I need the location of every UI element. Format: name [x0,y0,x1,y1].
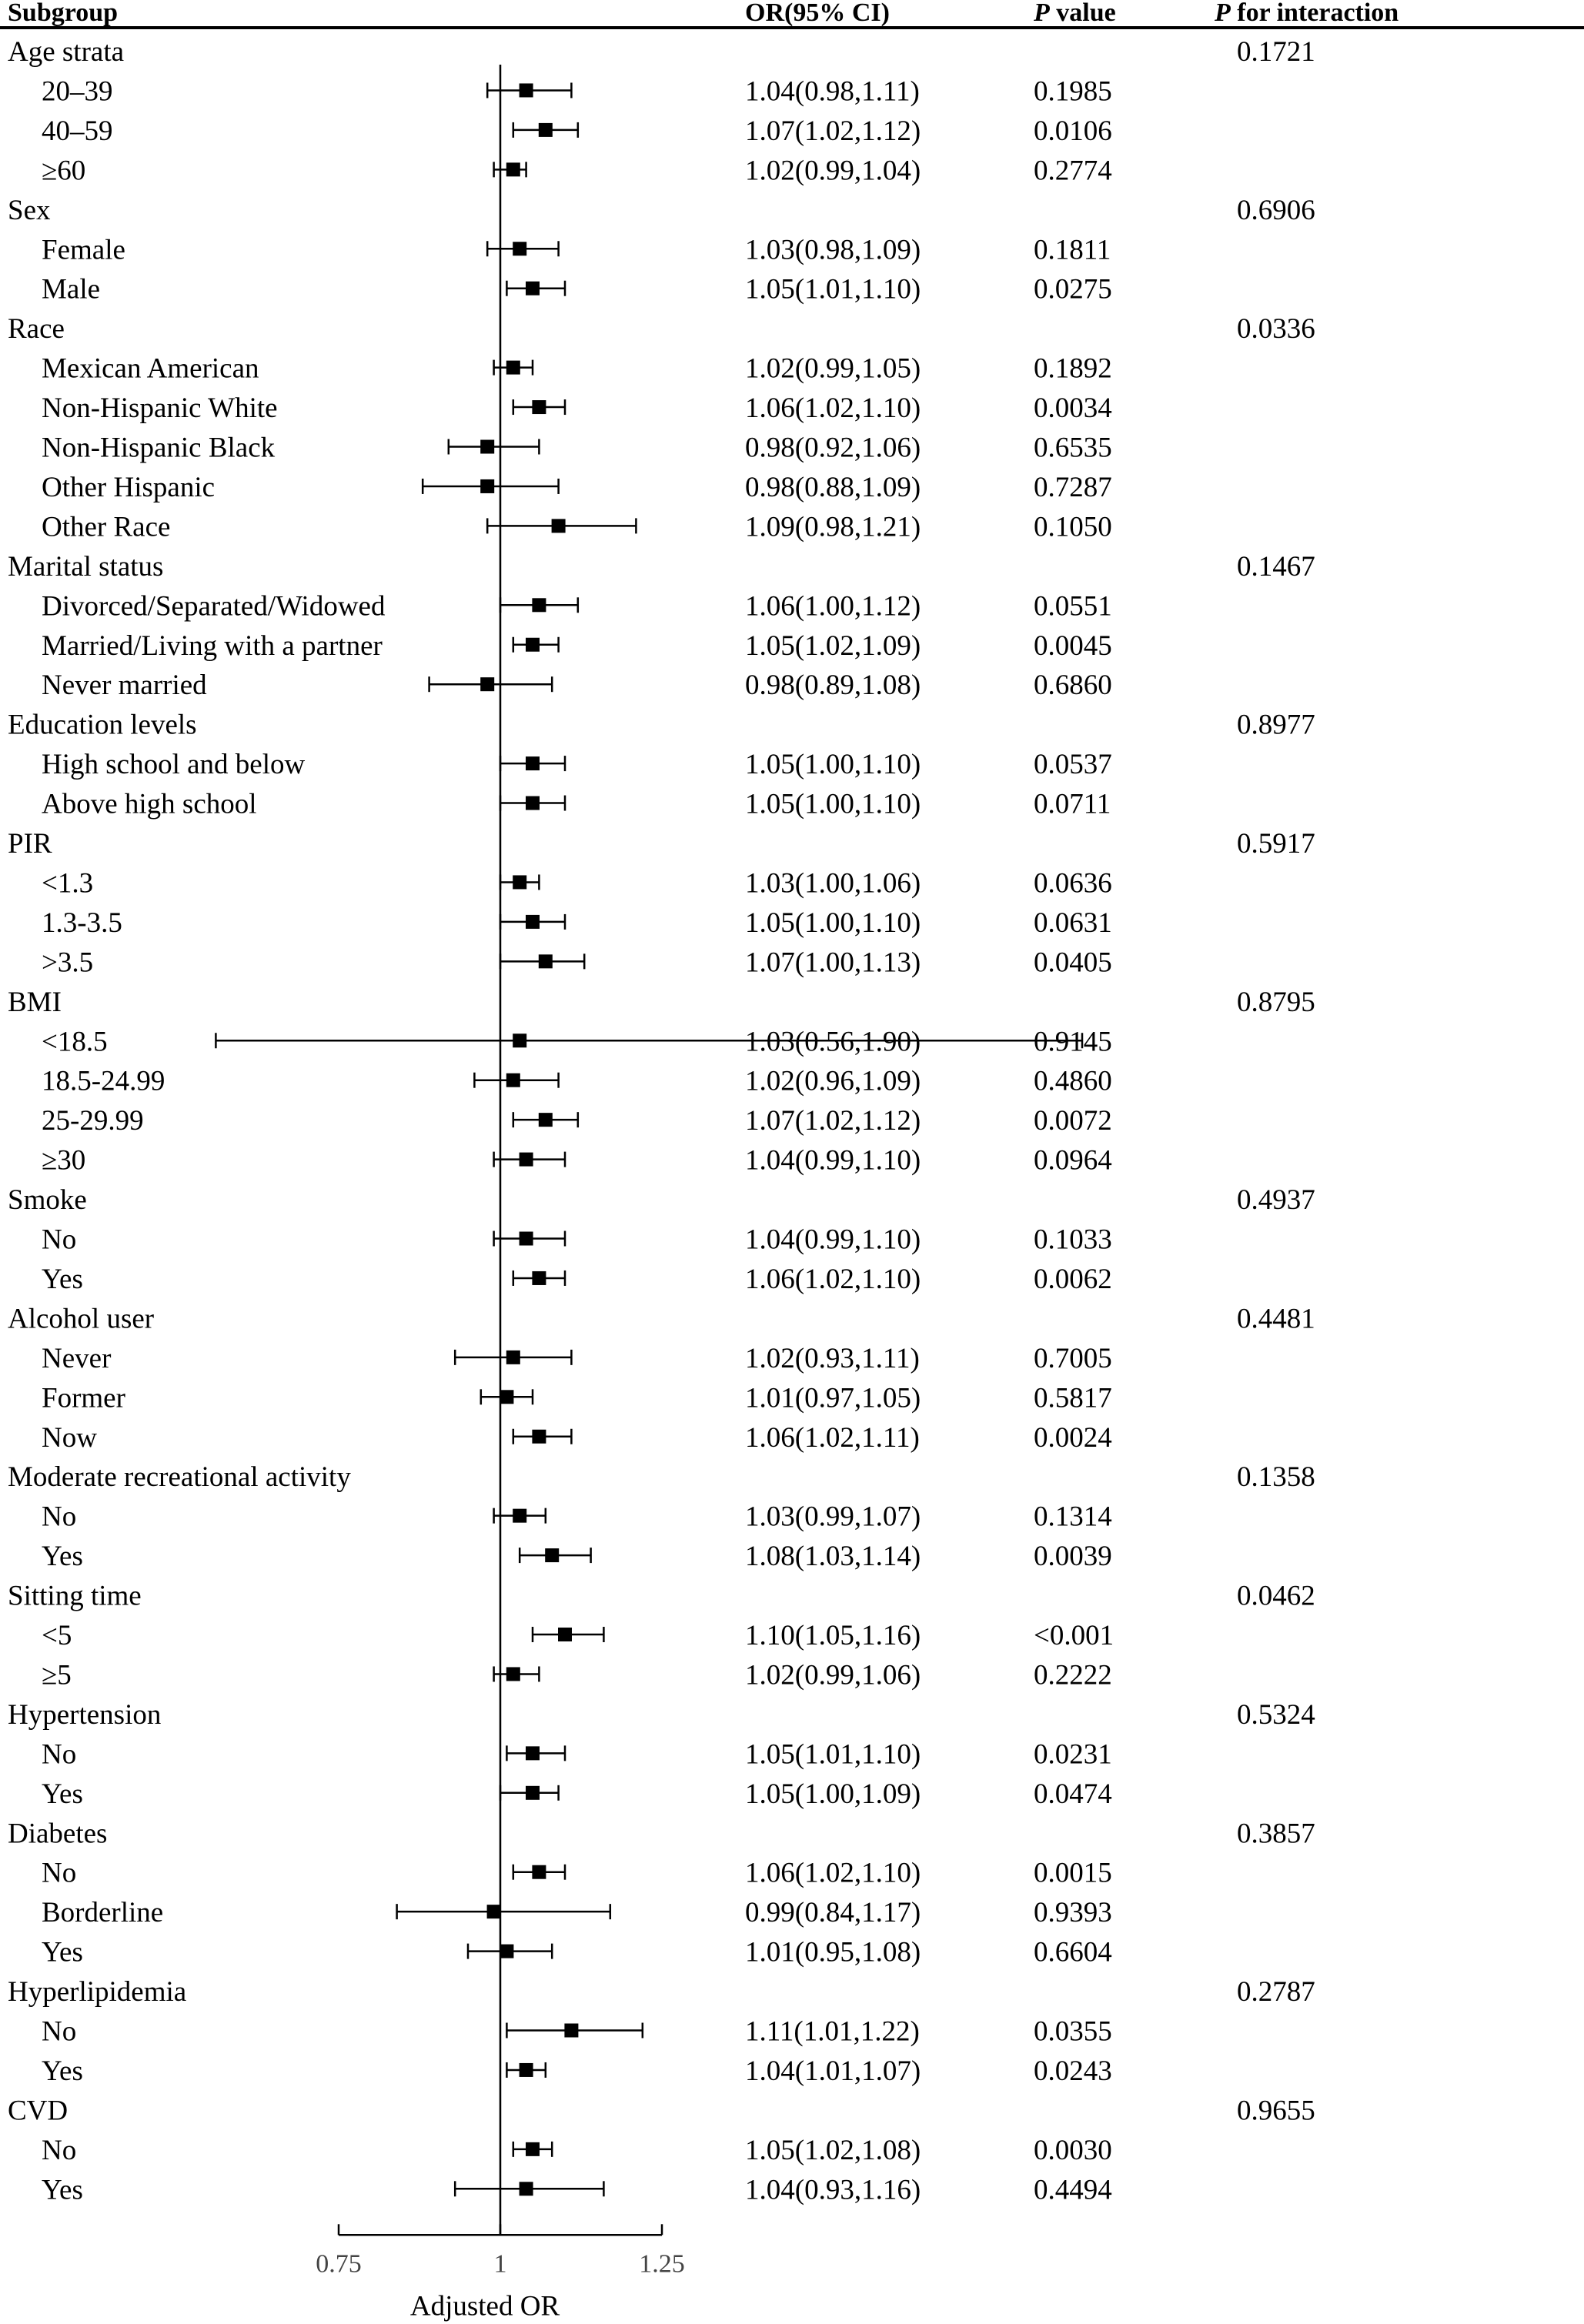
plot-marks [216,82,1082,2196]
or-point [532,400,546,414]
or-point [520,83,533,97]
p-value: 0.0231 [1034,1738,1112,1771]
p-interaction-value: 0.5917 [1237,828,1315,860]
or-ci-value: 1.05(1.00,1.10) [745,749,921,781]
or-point [500,1945,513,1958]
group-label: Moderate recreational activity [8,1461,351,1494]
or-ci-value: 1.05(1.00,1.10) [745,907,921,939]
subgroup-label: Yes [42,2174,83,2206]
p-interaction-value: 0.4481 [1237,1303,1315,1335]
p-value: 0.4860 [1034,1065,1112,1097]
p-interaction-value: 0.8795 [1237,986,1315,1018]
p-value: 0.1892 [1034,352,1112,385]
group-label: Sitting time [8,1580,142,1612]
or-point [480,440,494,454]
p-value: 0.0030 [1034,2134,1112,2166]
subgroup-label: No [42,2015,77,2048]
or-point [526,282,540,296]
subgroup-label: Yes [42,1263,83,1295]
header-subgroup: Subgroup [8,0,119,27]
or-ci-value: 1.07(1.02,1.12) [745,115,921,147]
p-value: 0.0062 [1034,1263,1112,1295]
or-point [513,242,526,255]
p-value: 0.0024 [1034,1421,1112,1454]
p-value: 0.0711 [1034,788,1111,820]
p-value: 0.0045 [1034,629,1112,662]
subgroup-label: Other Hispanic [42,471,216,503]
or-ci-value: 1.05(1.02,1.08) [745,2134,921,2166]
or-ci-value: 1.07(1.00,1.13) [745,947,921,979]
or-point [539,123,553,137]
or-point [532,1865,546,1879]
subgroup-label: ≥60 [42,155,86,187]
or-ci-value: 1.03(0.98,1.09) [745,234,921,266]
or-point [506,361,520,375]
or-point [506,162,520,176]
group-label: Age strata [8,36,125,68]
p-interaction-value: 0.0462 [1237,1580,1315,1612]
p-value: 0.0072 [1034,1105,1112,1137]
p-value: 0.0243 [1034,2055,1112,2087]
or-point [500,1390,513,1404]
p-value: 0.6535 [1034,432,1112,464]
subgroup-label: 18.5-24.99 [42,1065,165,1097]
p-value: 0.7287 [1034,471,1112,503]
p-value: 0.1811 [1034,234,1111,266]
group-label: Alcohol user [8,1303,155,1335]
or-ci-value: 1.10(1.05,1.16) [745,1620,921,1651]
or-point [564,2024,578,2038]
x-tick-label: 1.25 [639,2249,685,2279]
subgroup-label: Mexican American [42,352,259,385]
subgroup-label: Non-Hispanic Black [42,432,276,464]
p-interaction-value: 0.1721 [1237,36,1315,68]
subgroup-label: Yes [42,2055,83,2087]
subgroup-label: 1.3-3.5 [42,907,122,939]
p-value: 0.0034 [1034,392,1112,425]
p-value: 0.2774 [1034,155,1112,187]
or-point [480,479,494,493]
or-ci-value: 1.04(0.93,1.16) [745,2174,921,2206]
or-ci-value: 1.06(1.02,1.11) [745,1421,920,1454]
or-ci-value: 1.04(0.99,1.10) [745,1224,921,1256]
x-tick-label: 0.75 [316,2249,362,2279]
p-value: 0.9145 [1034,1026,1112,1058]
or-point [520,1232,533,1246]
subgroup-label: Married/Living with a partner [42,629,383,662]
or-ci-value: 1.06(1.02,1.10) [745,392,921,425]
subgroup-label: >3.5 [42,947,94,979]
subgroup-label: No [42,1501,77,1533]
subgroup-label: <1.3 [42,867,94,900]
p-interaction-value: 0.4937 [1237,1184,1315,1217]
subgroup-label: Yes [42,1778,83,1810]
or-ci-value: 0.99(0.84,1.17) [745,1897,921,1929]
or-point [532,598,546,612]
subgroup-label: Above high school [42,788,257,820]
or-ci-value: 1.02(0.99,1.05) [745,352,921,385]
or-ci-value: 1.02(0.99,1.04) [745,155,921,187]
p-interaction-value: 0.1358 [1237,1461,1315,1494]
p-value: 0.0106 [1034,115,1112,147]
subgroup-label: Other Race [42,511,171,543]
x-axis-ticks [316,2224,685,2278]
or-point [520,1153,533,1167]
group-label: Marital status [8,550,164,583]
group-label: Education levels [8,709,197,741]
p-interaction-value: 0.2787 [1237,1976,1315,2008]
p-interaction-value: 0.1467 [1237,550,1315,583]
group-label: PIR [8,828,52,860]
header-p-value: P value [1034,0,1116,27]
p-value: 0.1050 [1034,511,1112,543]
subgroup-label: No [42,1224,77,1256]
group-label: Sex [8,194,51,226]
p-value: 0.0631 [1034,907,1112,939]
subgroup-label: No [42,1738,77,1771]
p-value: 0.0039 [1034,1541,1112,1573]
p-value: 0.1985 [1034,75,1112,108]
or-point [526,756,540,770]
p-value: 0.0405 [1034,947,1112,979]
group-label: BMI [8,986,62,1018]
or-point [520,2063,533,2077]
or-ci-value: 1.06(1.00,1.12) [745,590,921,623]
p-value: 0.0015 [1034,1857,1112,1889]
or-ci-value: 1.09(0.98,1.21) [745,511,921,543]
header-or-ci: OR(95% CI) [745,0,890,27]
or-ci-value: 1.06(1.02,1.10) [745,1857,921,1889]
subgroup-label: No [42,1857,77,1889]
p-value: 0.0537 [1034,749,1112,781]
or-point [506,1667,520,1681]
subgroup-label: Borderline [42,1897,164,1929]
p-value: 0.0355 [1034,2015,1112,2048]
or-point [513,875,526,889]
or-ci-value: 1.05(1.02,1.09) [745,629,921,662]
subgroup-label: <5 [42,1620,72,1651]
p-interaction-value: 0.8977 [1237,709,1315,741]
or-point [480,677,494,691]
p-value: 0.6860 [1034,669,1112,702]
or-ci-value: 1.02(0.96,1.09) [745,1065,921,1097]
p-value: 0.0636 [1034,867,1112,900]
subgroup-label: Male [42,273,101,306]
header-p-interaction: P for interaction [1215,0,1399,27]
or-ci-value: 1.02(0.93,1.11) [745,1342,920,1374]
subgroup-label: High school and below [42,749,306,781]
p-value: <0.001 [1034,1620,1114,1651]
group-label: Diabetes [8,1818,108,1850]
or-point [526,638,540,652]
or-point [513,1509,526,1523]
subgroup-label: Non-Hispanic White [42,392,278,425]
subgroup-label: ≥30 [42,1144,86,1177]
p-value: 0.7005 [1034,1342,1112,1374]
p-value: 0.9393 [1034,1897,1112,1929]
p-value: 0.4494 [1034,2174,1112,2206]
or-ci-value: 1.04(1.01,1.07) [745,2055,921,2087]
subgroup-label: <18.5 [42,1026,108,1058]
group-label: Hyperlipidemia [8,1976,187,2008]
or-point [526,2142,540,2156]
or-ci-value: 0.98(0.89,1.08) [745,669,921,702]
p-value: 0.1314 [1034,1501,1112,1533]
or-ci-value: 1.03(0.99,1.07) [745,1501,921,1533]
p-value: 0.2222 [1034,1659,1112,1691]
or-point [558,1628,572,1641]
subgroup-label: Former [42,1382,125,1414]
subgroup-label: No [42,2134,77,2166]
table-header [0,0,1584,28]
p-value: 0.0474 [1034,1778,1112,1810]
or-ci-value: 1.04(0.98,1.11) [745,75,920,108]
or-point [539,1113,553,1127]
or-ci-value: 1.07(1.02,1.12) [745,1105,921,1137]
subgroup-label: Now [42,1421,97,1454]
or-ci-value: 1.05(1.01,1.10) [745,273,921,306]
or-point [526,796,540,810]
group-label: Race [8,313,65,346]
or-point [506,1074,520,1087]
or-point [526,1746,540,1760]
or-ci-value: 1.03(0.56,1.90) [745,1026,921,1058]
table-rows [8,36,1315,2205]
subgroup-label: Never [42,1342,112,1374]
or-ci-value: 0.98(0.92,1.06) [745,432,921,464]
or-ci-value: 1.08(1.03,1.14) [745,1541,921,1573]
or-ci-value: 1.01(0.95,1.08) [745,1936,921,1968]
or-ci-value: 1.05(1.00,1.09) [745,1778,921,1810]
or-ci-value: 1.03(1.00,1.06) [745,867,921,900]
or-point [532,1430,546,1444]
or-point [513,1033,526,1047]
subgroup-label: ≥5 [42,1659,72,1691]
p-interaction-value: 0.3857 [1237,1818,1315,1850]
subgroup-label: Yes [42,1936,83,1968]
subgroup-label: Divorced/Separated/Widowed [42,590,386,623]
p-value: 0.5817 [1034,1382,1112,1414]
x-axis-label: Adjusted OR [409,2290,560,2322]
group-label: CVD [8,2095,69,2127]
p-interaction-value: 0.5324 [1237,1698,1315,1731]
subgroup-label: 20–39 [42,75,113,108]
or-point [526,1786,540,1800]
p-interaction-value: 0.0336 [1237,313,1315,346]
subgroup-label: 25-29.99 [42,1105,144,1137]
p-value: 0.0964 [1034,1144,1112,1177]
or-ci-value: 1.11(1.01,1.22) [745,2015,920,2048]
p-value: 0.6604 [1034,1936,1112,1968]
or-point [526,915,540,929]
or-ci-value: 1.04(0.99,1.10) [745,1144,921,1177]
or-point [520,2182,533,2195]
group-label: Smoke [8,1184,87,1217]
p-interaction-value: 0.9655 [1237,2095,1315,2127]
or-point [506,1351,520,1364]
or-ci-value: 1.05(1.00,1.10) [745,788,921,820]
p-value: 0.0275 [1034,273,1112,306]
or-ci-value: 1.02(0.99,1.06) [745,1659,921,1691]
or-ci-value: 1.01(0.97,1.05) [745,1382,921,1414]
or-ci-value: 1.06(1.02,1.10) [745,1263,921,1295]
or-point [487,1905,501,1918]
or-ci-value: 1.05(1.01,1.10) [745,1738,921,1771]
subgroup-label: Never married [42,669,207,702]
subgroup-label: Yes [42,1541,83,1573]
or-ci-value: 0.98(0.88,1.09) [745,471,921,503]
x-axis [316,65,685,2322]
p-value: 0.0551 [1034,590,1112,623]
or-point [545,1548,559,1562]
or-point [532,1271,546,1285]
or-point [552,519,566,533]
p-value: 0.1033 [1034,1224,1112,1256]
group-label: Hypertension [8,1698,162,1731]
x-tick-label: 1 [493,2249,507,2279]
subgroup-label: 40–59 [42,115,113,147]
or-point [539,954,553,968]
p-interaction-value: 0.6906 [1237,194,1315,226]
subgroup-label: Female [42,234,125,266]
